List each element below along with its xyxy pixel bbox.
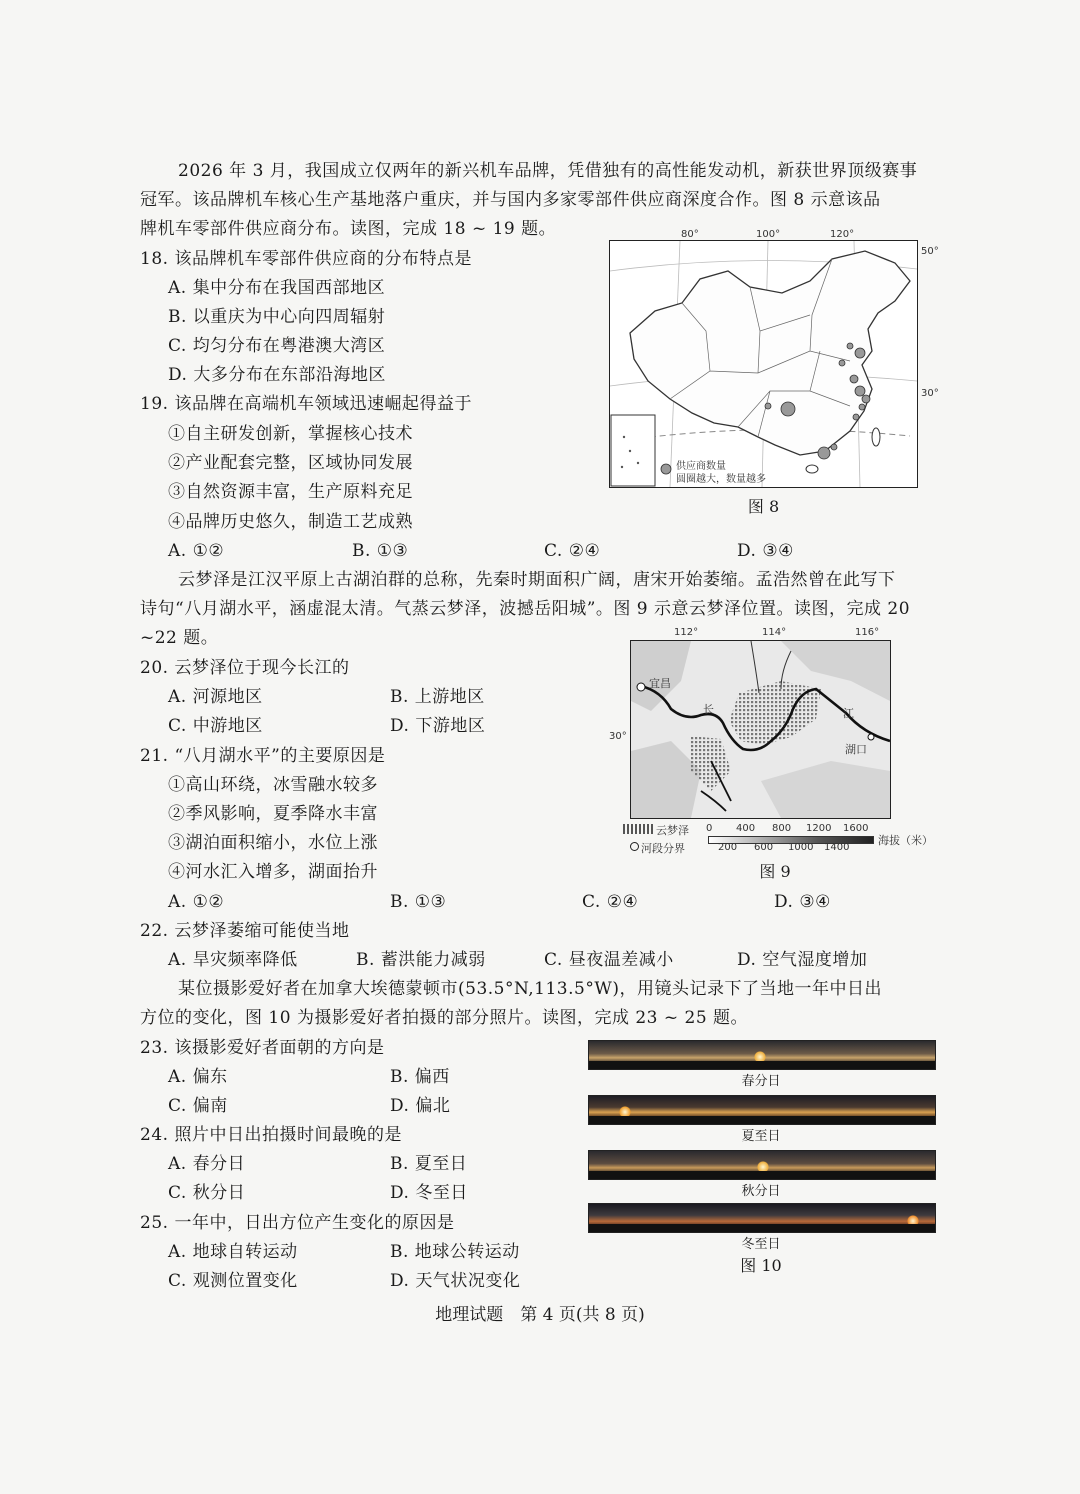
supplier-circle-chongqing	[781, 402, 795, 416]
fig9-lon-112: 112°	[674, 627, 699, 638]
question-23-option-d[interactable]: D. 偏北	[390, 1096, 451, 1116]
question-21-stem: 21. “八月湖水平”的主要原因是	[140, 746, 386, 766]
intro-paragraph-3-line-1: 某位摄影爱好者在加拿大埃德蒙顿市(53.5°N,113.5°W)，用镜头记录下了当地一年中日出	[178, 979, 882, 999]
figure-9-yunmengze-map	[630, 640, 891, 819]
intro-paragraph-2-line-1: 云梦泽是江汉平原上古湖泊群的总称，先秦时期面积广阔，唐宋开始萎缩。孟浩然曾在此写下	[178, 570, 896, 590]
question-19-option-c[interactable]: C. ②④	[544, 541, 601, 561]
photo-winter-solstice	[588, 1203, 936, 1233]
fig8-lon-100: 100°	[756, 229, 781, 240]
figure-8-china-map	[609, 240, 918, 488]
question-20-stem: 20. 云梦泽位于现今长江的	[140, 658, 350, 678]
question-18-option-a[interactable]: A. 集中分布在我国西部地区	[168, 278, 386, 298]
intro-paragraph-1-line-3: 牌机车零部件供应商分布。读图，完成 18 ~ 19 题。	[140, 219, 557, 239]
question-20-option-d[interactable]: D. 下游地区	[390, 716, 486, 736]
question-22-option-c[interactable]: C. 昼夜温差减小	[544, 950, 674, 970]
fig9-legend-boundary: 河段分界	[641, 842, 685, 855]
scale-unit: 海拔（米）	[878, 834, 933, 847]
question-24-option-c[interactable]: C. 秋分日	[168, 1183, 246, 1203]
scale-label-200: 200	[718, 842, 738, 853]
question-18-stem: 18. 该品牌机车零部件供应商的分布特点是	[140, 249, 472, 269]
photo-summer-solstice	[588, 1095, 936, 1125]
question-18-option-c[interactable]: C. 均匀分布在粤港澳大湾区	[168, 336, 386, 356]
question-22-option-b[interactable]: B. 蓄洪能力减弱	[356, 950, 486, 970]
question-22-option-d[interactable]: D. 空气湿度增加	[737, 950, 868, 970]
question-18-option-b[interactable]: B. 以重庆为中心向四周辐射	[168, 307, 386, 327]
question-20-option-a[interactable]: A. 河源地区	[168, 687, 263, 707]
question-25-option-d[interactable]: D. 天气状况变化	[390, 1271, 521, 1291]
scale-label-1400: 1400	[824, 842, 850, 853]
question-20-option-b[interactable]: B. 上游地区	[390, 687, 485, 707]
question-23-option-a[interactable]: A. 偏东	[168, 1067, 228, 1087]
fig9-legend-dots-icon	[623, 824, 653, 834]
question-22-stem: 22. 云梦泽萎缩可能使当地	[140, 921, 350, 941]
question-24-option-b[interactable]: B. 夏至日	[390, 1154, 468, 1174]
question-19-option-a[interactable]: A. ①②	[168, 541, 225, 561]
photo-caption-spring-equinox: 春分日	[741, 1074, 781, 1089]
question-18-option-d[interactable]: D. 大多分布在东部沿海地区	[168, 365, 386, 385]
fig8-lon-120: 120°	[830, 229, 855, 240]
scale-label-1200: 1200	[806, 823, 832, 834]
fig9-place-yichang: 宜昌	[649, 677, 671, 690]
question-21-option-d[interactable]: D. ③④	[774, 892, 831, 912]
fig9-lon-114: 114°	[762, 627, 787, 638]
question-21-item-3: ③湖泊面积缩小，水位上涨	[168, 833, 378, 853]
scale-label-1000: 1000	[788, 842, 814, 853]
fig9-place-chang: 长	[703, 703, 714, 716]
scale-label-0: 0	[706, 823, 713, 834]
intro-paragraph-2-line-3: ~22 题。	[140, 628, 219, 648]
intro-paragraph-2-line-2: 诗句“八月湖水平，涵虚混太清。气蒸云梦泽，波撼岳阳城”。图 9 示意云梦泽位置。读图，完成 20	[140, 599, 911, 619]
fig8-legend-note: 圆圈越大，数量越多	[676, 474, 766, 485]
question-24-option-a[interactable]: A. 春分日	[168, 1154, 246, 1174]
question-24-option-d[interactable]: D. 冬至日	[390, 1183, 468, 1203]
question-24-stem: 24. 照片中日出拍摄时间最晚的是	[140, 1125, 402, 1145]
fig9-lon-116: 116°	[855, 627, 880, 638]
question-19-item-2: ②产业配套完整，区域协同发展	[168, 453, 413, 473]
question-21-option-a[interactable]: A. ①②	[168, 892, 225, 912]
fig8-lat-30: 30°	[921, 388, 939, 399]
figure-10-caption: 图 10	[740, 1256, 782, 1275]
photo-autumn-equinox	[588, 1150, 936, 1180]
photo-caption-summer-solstice: 夏至日	[741, 1129, 781, 1144]
question-25-option-b[interactable]: B. 地球公转运动	[390, 1242, 520, 1262]
question-23-option-c[interactable]: C. 偏南	[168, 1096, 228, 1116]
question-21-option-b[interactable]: B. ①③	[390, 892, 447, 912]
scale-label-800: 800	[772, 823, 792, 834]
question-19-option-b[interactable]: B. ①③	[352, 541, 409, 561]
photo-caption-autumn-equinox: 秋分日	[741, 1184, 781, 1199]
fig9-legend-boundary-icon	[630, 842, 639, 851]
fig8-lon-80: 80°	[681, 229, 699, 240]
photo-caption-winter-solstice: 冬至日	[741, 1237, 781, 1252]
question-23-stem: 23. 该摄影爱好者面朝的方向是	[140, 1038, 385, 1058]
figure-8-caption: 图 8	[747, 497, 780, 516]
scale-label-600: 600	[754, 842, 774, 853]
figure-9-caption: 图 9	[759, 862, 791, 881]
question-19-stem: 19. 该品牌在高端机车领域迅速崛起得益于	[140, 394, 472, 414]
fig9-legend-yunmengze: 云梦泽	[656, 824, 689, 837]
yunmengze-map-svg	[631, 641, 890, 818]
question-22-option-a[interactable]: A. 旱灾频率降低	[168, 950, 298, 970]
boundary-marker-yichang	[637, 683, 645, 691]
legend-circle-icon	[661, 464, 671, 474]
question-19-item-3: ③自然资源丰富，生产原料充足	[168, 482, 413, 502]
question-25-option-c[interactable]: C. 观测位置变化	[168, 1271, 298, 1291]
question-19-item-4: ④品牌历史悠久，制造工艺成熟	[168, 512, 413, 532]
question-21-item-1: ①高山环绕，冰雪融水较多	[168, 775, 378, 795]
page-footer: 地理试题 第 4 页(共 8 页)	[435, 1305, 645, 1325]
fig8-legend-title: 供应商数量	[676, 461, 726, 472]
question-21-item-4: ④河水汇入增多，湖面抬升	[168, 862, 378, 882]
intro-paragraph-1-line-1: 2026 年 3 月，我国成立仅两年的新兴机车品牌，凭借独有的高性能发动机，新获世界顶级赛事	[178, 161, 918, 181]
question-19-item-1: ①自主研发创新，掌握核心技术	[168, 424, 413, 444]
fig9-place-jiang: 江	[843, 707, 854, 720]
scale-label-400: 400	[736, 823, 756, 834]
china-map-svg	[610, 241, 917, 487]
scale-label-1600: 1600	[843, 823, 869, 834]
intro-paragraph-1-line-2: 冠军。该品牌机车核心生产基地落户重庆，并与国内多家零部件供应商深度合作。图 8 示意该品	[140, 190, 881, 210]
question-25-stem: 25. 一年中，日出方位产生变化的原因是	[140, 1213, 455, 1233]
question-20-option-c[interactable]: C. 中游地区	[168, 716, 263, 736]
fig8-lat-50: 50°	[921, 246, 939, 257]
question-23-option-b[interactable]: B. 偏西	[390, 1067, 450, 1087]
intro-paragraph-3-line-2: 方位的变化，图 10 为摄影爱好者拍摄的部分照片。读图，完成 23 ~ 25 题。	[140, 1008, 749, 1028]
question-25-option-a[interactable]: A. 地球自转运动	[168, 1242, 298, 1262]
question-19-option-d[interactable]: D. ③④	[737, 541, 794, 561]
fig9-lat-30: 30°	[609, 731, 627, 742]
photo-spring-equinox	[588, 1040, 936, 1070]
question-21-item-2: ②季风影响，夏季降水丰富	[168, 804, 378, 824]
question-21-option-c[interactable]: C. ②④	[582, 892, 639, 912]
fig9-place-hukou: 湖口	[845, 743, 867, 756]
boundary-marker-hukou	[868, 734, 874, 740]
